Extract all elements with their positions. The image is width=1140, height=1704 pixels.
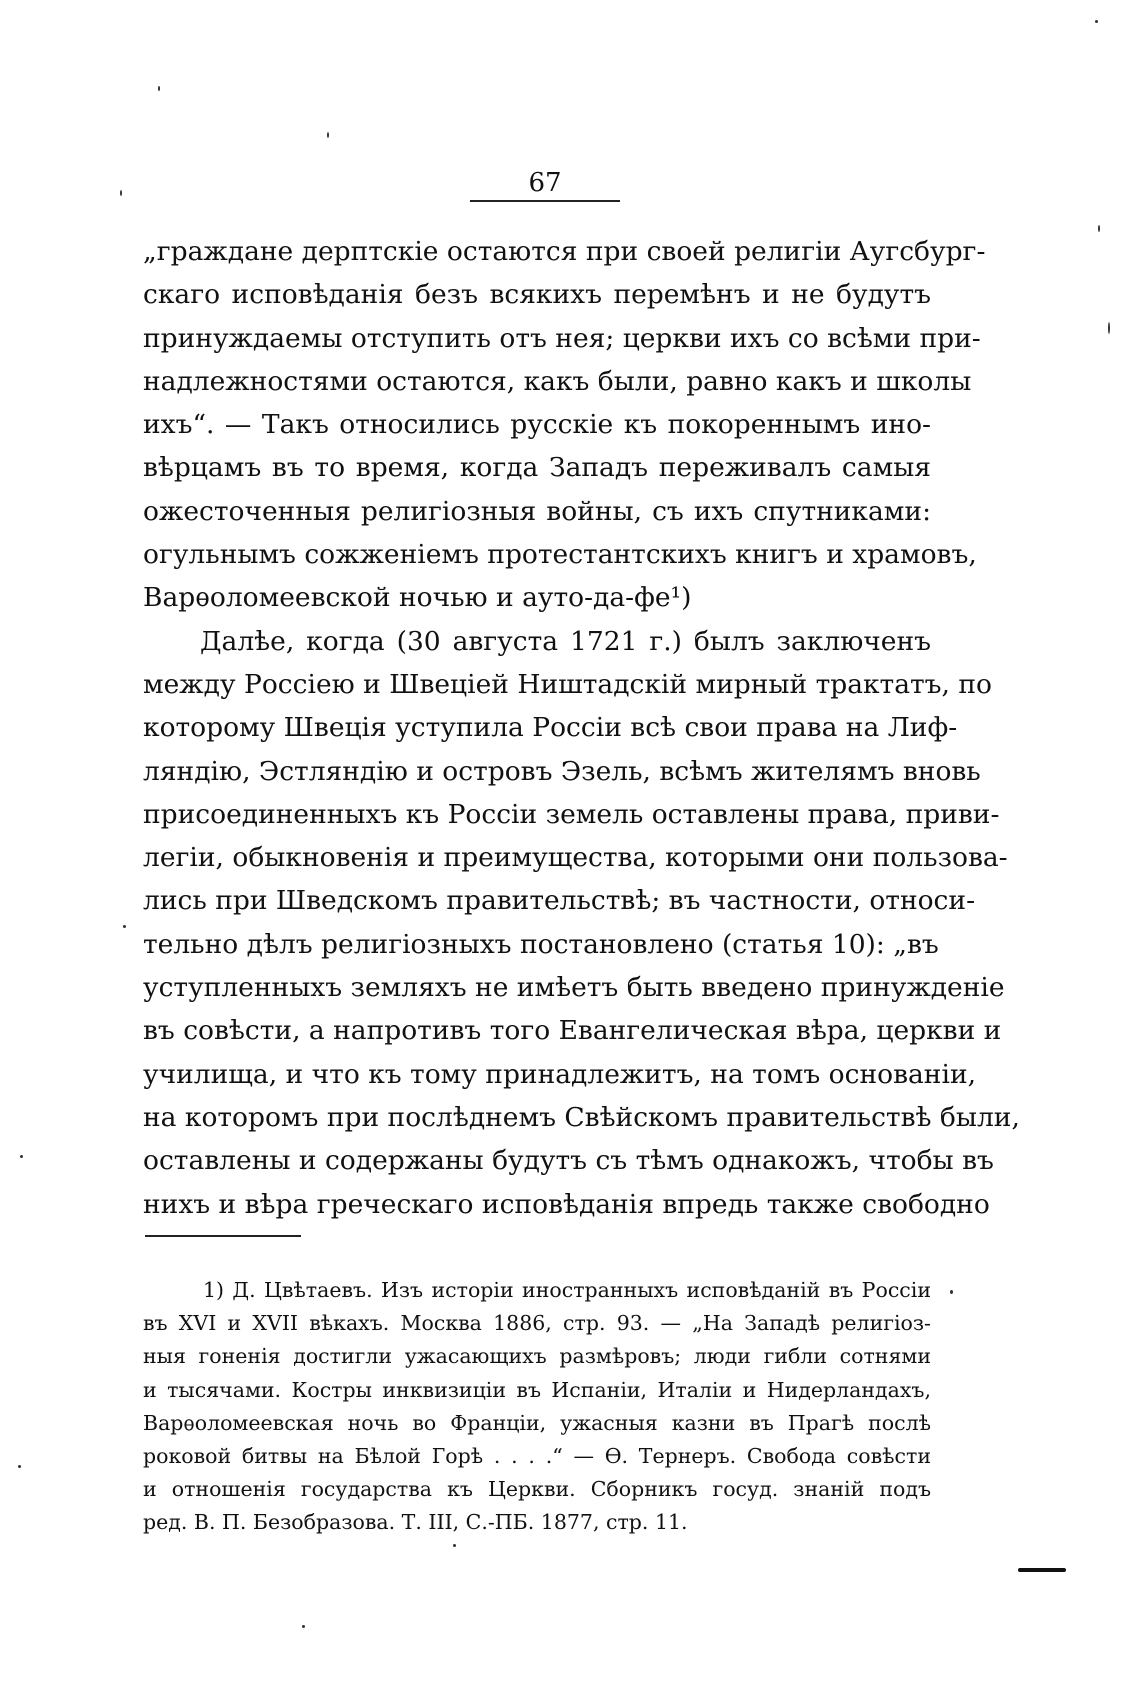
footnote-line: ред. В. П. Безобразова. Т. III, С.-ПБ. 1877, стр. 11.	[143, 1510, 688, 1535]
text-line: вѣрцамъ въ то время, когда Западъ переживалъ самыя	[143, 452, 931, 484]
text-line: „граждане дерптскіе остаются при своей религіи Аугсбург-	[143, 236, 986, 267]
scan-mark	[1018, 1568, 1066, 1572]
text-line: присоединенныхъ къ Россіи земель оставлены права, приви-	[143, 798, 1000, 830]
footnote-line: 1) Д. Цвѣтаевъ. Изъ исторіи иностранныхъ исповѣданій въ Россіи	[203, 1278, 931, 1302]
scan-speck	[1095, 20, 1098, 23]
scan-speck	[158, 86, 160, 91]
scan-speck	[123, 925, 126, 928]
paragraph-start-line: Далѣе, когда (30 августа 1721 г.) былъ заключенъ	[200, 625, 931, 657]
text-line: между Россіею и Швеціей Ништадскій мирный трактатъ, по	[143, 668, 992, 700]
footnote-line: и отношенія государства къ Церкви. Сборникъ госуд. знаній подъ	[143, 1477, 931, 1502]
footnote-line: Варѳоломеевская ночь во Франціи, ужасныя казни въ Прагѣ послѣ	[143, 1410, 931, 1435]
text-line: надлежностями остаются, какъ были, равно какъ и школы	[143, 365, 972, 397]
text-line: уступленныхъ земляхъ не имѣетъ быть введено принужденіе	[143, 972, 1005, 1004]
text-line: ляндію, Эстляндію и островъ Эзель, всѣмъ жителямъ вновь	[143, 755, 981, 787]
text-line: въ совѣсти, а напротивъ того Евангелическая вѣра, церкви и	[143, 1015, 1002, 1047]
scan-speck	[20, 1155, 23, 1158]
scan-speck	[950, 1290, 953, 1294]
footnote-line: и тысячами. Костры инквизиціи въ Испаніи, Италіи и Нидерландахъ,	[143, 1377, 931, 1402]
page-number-rule	[470, 200, 620, 202]
scan-speck	[120, 190, 122, 196]
text-line: легіи, обыкновенія и преимущества, которыми они пользова-	[143, 842, 1008, 874]
page-number: 67	[528, 168, 562, 198]
text-line: лись при Шведскомъ правительствѣ; въ частности, относи-	[143, 885, 976, 917]
footnote	[143, 1274, 931, 1540]
text-line: огульнымъ сожженіемъ протестантскихъ книгъ и храмовъ,	[143, 539, 977, 571]
scan-speck	[18, 1465, 21, 1468]
scan-speck	[302, 1625, 305, 1628]
text-line: нихъ и вѣра греческаго исповѣданія впредь также свободно	[143, 1188, 990, 1220]
text-line: на которомъ при послѣднемъ Свѣйскомъ правительствѣ были,	[143, 1101, 1020, 1133]
text-line: оставлены и содержаны будутъ съ тѣмъ однакожъ, чтобы въ	[143, 1145, 994, 1177]
scan-speck	[453, 1544, 456, 1547]
text-line: ихъ“. — Такъ относились русскіе къ покореннымъ ино-	[143, 409, 931, 441]
text-line: принуждаемы отступить отъ нея; церкви ихъ со всѣми при-	[143, 322, 981, 354]
scan-speck	[1098, 225, 1100, 232]
scan-speck	[1108, 322, 1110, 334]
footnote-line: ныя гоненія достигли ужасающихъ размѣровъ; люди гибли сотнями	[143, 1344, 931, 1369]
text-line: тельно дѣлъ религіозныхъ постановлено (статья 10): „въ	[143, 928, 939, 960]
text-line: ожесточенныя религіозныя войны, съ ихъ спутниками:	[143, 495, 931, 527]
text-line: скаго исповѣданія безъ всякихъ перемѣнъ и не будутъ	[143, 279, 931, 311]
text-line: которому Швеція уступила Россіи всѣ свои права на Лиф-	[143, 712, 958, 744]
footnote-line: въ XVI и XVII вѣкахъ. Москва 1886, стр. 93. — „На Западѣ религіоз-	[143, 1311, 931, 1336]
text-line: училища, и что къ тому принадлежитъ, на томъ основаніи,	[143, 1058, 977, 1090]
text-line: Варѳоломеевской ночью и ауто-да-фе¹)	[143, 582, 692, 614]
footnote-separator	[145, 1235, 301, 1237]
footnote-line: роковой битвы на Бѣлой Горѣ . . . .“ — Ѳ. Тернеръ. Свобода совѣсти	[143, 1444, 931, 1469]
main-text	[143, 230, 1020, 1226]
scan-speck	[327, 132, 329, 138]
